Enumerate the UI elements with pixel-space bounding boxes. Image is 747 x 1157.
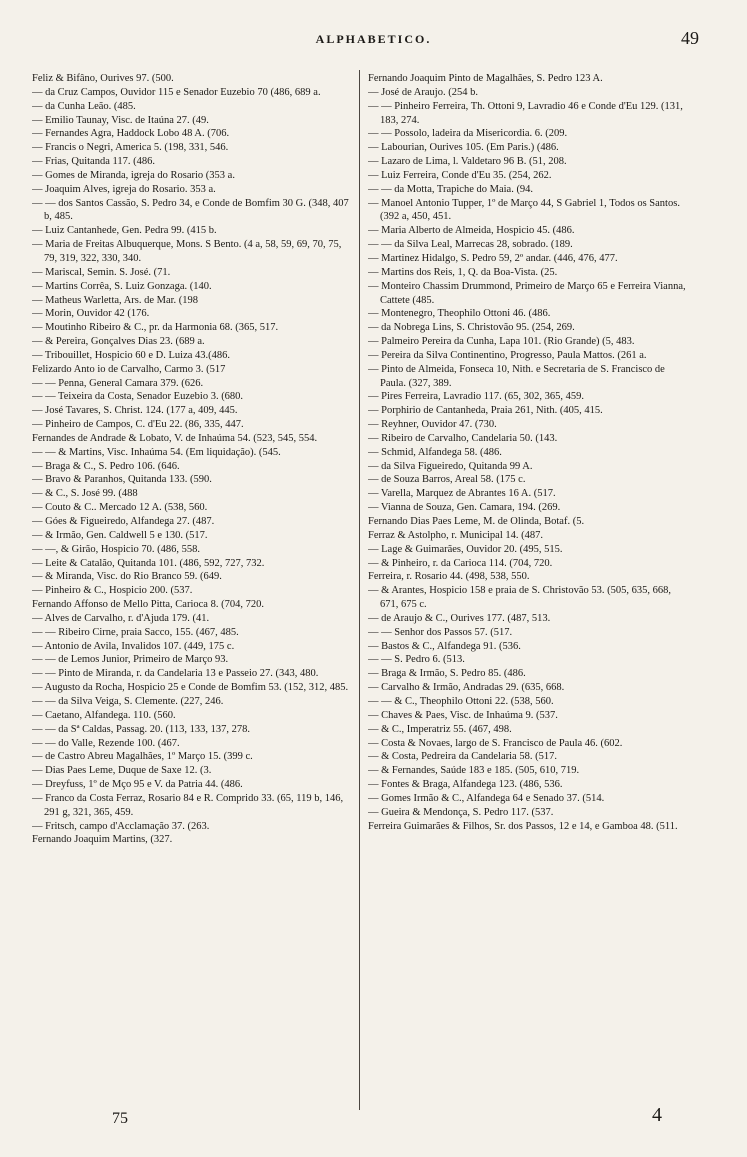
directory-entry: — da Cruz Campos, Ouvidor 115 e Senador Euzebio 70 (486, 689 a. — [32, 86, 321, 98]
directory-entry: — Maria Alberto de Almeida, Hospicio 45. (486. — [368, 225, 575, 237]
directory-entry: — da Cunha Leão. (485. — [32, 100, 136, 112]
directory-entry: — Pires Ferreira, Lavradio 117. (65, 302, 365, 459. — [368, 391, 584, 403]
directory-entry: — Mariscal, Semin. S. José. (71. — [32, 266, 171, 278]
directory-entry: — Luiz Cantanhede, Gen. Pedra 99. (415 b. — [32, 225, 217, 237]
directory-entry: — Monteiro Chassim Drummond, Primeiro de Março 65 e Ferreira Vianna, Cattete (485. — [368, 280, 686, 306]
footer-number-left: 75 — [112, 1110, 128, 1127]
directory-entry: — — Senhor dos Passos 57. (517. — [368, 626, 513, 638]
directory-entry: — Lage & Guimarães, Ouvidor 20. (495, 515. — [368, 543, 563, 555]
directory-entry: — Gueira & Mendonça, S. Pedro 117. (537. — [368, 806, 554, 818]
directory-entry: — Bastos & C., Alfandega 91. (536. — [368, 640, 521, 652]
directory-entry: — Fontes & Braga, Alfandega 123. (486, 536. — [368, 779, 563, 791]
directory-entry: — Dias Paes Leme, Duque de Saxe 12. (3. — [32, 765, 212, 777]
directory-entry: — de Souza Barros, Areal 58. (175 c. — [368, 474, 526, 486]
directory-entry: — Franco da Costa Ferraz, Rosario 84 e R. Comprido 33. (65, 119 b, 146, 291 g, 321, 365, 459. — [32, 792, 344, 818]
directory-entry: — — & C., Theophilo Ottoni 22. (538, 560. — [368, 695, 554, 707]
directory-entry: — — do Valle, Rezende 100. (467. — [32, 737, 180, 749]
directory-entry: — Martinez Hidalgo, S. Pedro 59, 2º andar. (446, 476, 477. — [368, 252, 618, 264]
directory-entry: Fernando Joaquim Martins, (327. — [32, 834, 173, 846]
directory-entry: — & Costa, Pedreira da Candelaria 58. (517. — [368, 751, 557, 763]
directory-entry: — Fernandes Agra, Haddock Lobo 48 A. (706. — [32, 128, 230, 140]
directory-entry: — Reyhner, Ouvidor 47. (730. — [368, 419, 497, 431]
directory-entry: — Costa & Novaes, largo de S. Francisco de Paula 46. (602. — [368, 737, 623, 749]
directory-entry: Ferreira Guimarães & Filhos, Sr. dos Passos, 12 e 14, e Gamboa 48. (511. — [368, 820, 678, 832]
directory-entry: — Ribeiro de Carvalho, Candelaria 50. (143. — [368, 432, 558, 444]
directory-entry: — — Teixeira da Costa, Senador Euzebio 3. (680. — [32, 391, 244, 403]
directory-entry: — Vianna de Souza, Gen. Camara, 194. (269. — [368, 502, 561, 514]
directory-entry: — Caetano, Alfandega. 110. (560. — [32, 709, 176, 721]
directory-entry: — Chaves & Paes, Visc. de Inhaúma 9. (537. — [368, 709, 558, 721]
directory-entry: — — Penna, General Camara 379. (626. — [32, 377, 204, 389]
directory-entry: — — da Silva Veiga, S. Clemente. (227, 246. — [32, 695, 224, 707]
directory-entry: — Lazaro de Lima, l. Valdetaro 96 B. (51, 208. — [368, 156, 567, 168]
directory-entry: — Leite & Catalão, Quitanda 101. (486, 592, 727, 732. — [32, 557, 265, 569]
directory-entry: Feliz & Bifâno, Ourives 97. (500. — [32, 73, 174, 84]
directory-entry: — Porphirio de Cantanheda, Praia 261, Nith. (405, 415. — [368, 405, 603, 417]
directory-entry: — de Araujo & C., Ourives 177. (487, 513. — [368, 612, 551, 624]
directory-entry: — Pinheiro de Campos, C. d'Eu 22. (86, 335, 447. — [32, 419, 244, 431]
directory-entry: — Pinheiro & C., Hospicio 200. (537. — [32, 585, 193, 597]
directory-entry: — — Ribeiro Cirne, praia Sacco, 155. (467, 485. — [32, 626, 239, 638]
directory-entry: — Pinto de Almeida, Fonseca 10, Nith. e Secretaria de S. Francisco de Paula. (327, 389. — [368, 363, 665, 389]
directory-entry: — Palmeiro Pereira da Cunha, Lapa 101. (Rio Grande) (5, 483. — [368, 336, 635, 348]
directory-entry: — Gomes Irmão & C., Alfandega 64 e Senado 37. (514. — [368, 792, 605, 804]
directory-entry: — Maria de Freitas Albuquerque, Mons. S Bento. (4 a, 58, 59, 69, 70, 75, 79, 319, 322, 330, 340. — [32, 239, 342, 264]
directory-entry: — Montenegro, Theophilo Ottoni 46. (486. — [368, 308, 551, 320]
directory-entry: — — & Martins, Visc. Inhaúma 54. (Em liquidação). (545. — [32, 446, 281, 458]
directory-entry: Fernandes de Andrade & Lobato, V. de Inhaúma 54. (523, 545, 554. — [32, 432, 318, 444]
directory-entry: — Couto & C.. Mercado 12 A. (538, 560. — [32, 502, 208, 514]
directory-entry: — Manoel Antonio Tupper, 1º de Março 44, S Gabriel 1, Todos os Santos. (392 a, 450, 451. — [368, 197, 680, 223]
directory-entry: — de Castro Abreu Magalhães, 1º Março 15. (399 c. — [32, 751, 253, 763]
directory-entry: — Schmid, Alfandega 58. (486. — [368, 446, 502, 458]
directory-entry: — & Fernandes, Saúde 183 e 185. (505, 610, 719. — [368, 765, 580, 777]
directory-entry: Ferreira, r. Rosario 44. (498, 538, 550. — [368, 571, 530, 583]
directory-entry: — — S. Pedro 6. (513. — [368, 654, 465, 666]
directory-entry: Fernando Dias Paes Leme, M. de Olinda, Botaf. (5. — [368, 516, 585, 527]
directory-entry: — & Arantes, Hospicio 158 e praia de S. Christovão 53. (505, 635, 668, 671, 675 c. — [368, 585, 672, 611]
left-column — [32, 72, 350, 847]
page-header-title: ALPHABETICO. — [315, 32, 432, 46]
directory-entry: — Emilio Taunay, Visc. de Itaúna 27. (49. — [32, 114, 209, 126]
directory-entry: — —, & Girão, Hospicio 70. (486, 558. — [32, 543, 200, 555]
footer-mark-right: 4 — [652, 1104, 662, 1126]
directory-entry: — da Nobrega Lins, S. Christovão 95. (254, 269. — [368, 322, 575, 334]
column-divider — [359, 70, 360, 1110]
directory-entry: — Morin, Ouvidor 42 (176. — [32, 308, 150, 320]
directory-entry: — — da Motta, Trapiche do Maia. (94. — [368, 183, 534, 195]
directory-entry: — Braga & C., S. Pedro 106. (646. — [32, 460, 180, 472]
directory-entry: — & Pereira, Gonçalves Dias 23. (689 a. — [32, 336, 205, 348]
directory-entry: — Augusto da Rocha, Hospicio 25 e Conde de Bomfim 53. (152, 312, 485. — [32, 682, 349, 694]
directory-entry: — Joaquim Alves, igreja do Rosario. 353 a. — [32, 183, 216, 195]
directory-entry: — Martins dos Reis, 1, Q. da Boa-Vista. (25. — [368, 266, 558, 278]
directory-entry: — Francis o Negri, America 5. (198, 331, 546. — [32, 142, 229, 154]
directory-entry: — Tribouillet, Hospicio 60 e D. Luiza 43.(486. — [32, 349, 231, 361]
directory-entry: — & Irmão, Gen. Caldwell 5 e 130. (517. — [32, 529, 208, 541]
page-number: 49 — [681, 28, 699, 48]
directory-entry: Ferraz & Astolpho, r. Municipal 14. (487. — [368, 529, 543, 541]
directory-entry: — Frias, Quitanda 117. (486. — [32, 156, 155, 168]
directory-entry: — Alves de Carvalho, r. d'Ajuda 179. (41. — [32, 612, 210, 624]
directory-entry: — & Miranda, Visc. do Rio Branco 59. (649. — [32, 571, 222, 583]
directory-entry: — & C., Imperatriz 55. (467, 498. — [368, 723, 512, 735]
directory-entry: — José de Araujo. (254 b. — [368, 86, 478, 98]
directory-entry: — — da Silva Leal, Marrecas 28, sobrado. (189. — [368, 239, 573, 251]
directory-entry: — & Pinheiro, r. da Carioca 114. (704, 720. — [368, 557, 553, 569]
directory-entry: — Labourian, Ourives 105. (Em Paris.) (486. — [368, 142, 559, 154]
directory-entry: — Martins Corrêa, S. Luiz Gonzaga. (140. — [32, 280, 212, 292]
right-column — [368, 72, 686, 833]
directory-entry: — José Tavares, S. Christ. 124. (177 a, 409, 445. — [32, 405, 238, 417]
directory-entry: — Gomes de Miranda, igreja do Rosario (353 a. — [32, 169, 235, 181]
directory-entry: — Dreyfuss, 1º de Mço 95 e V. da Patria 44. (486. — [32, 779, 243, 791]
directory-entry: — Góes & Figueiredo, Alfandega 27. (487. — [32, 516, 215, 527]
directory-entry: — Fritsch, campo d'Acclamação 37. (263. — [32, 820, 210, 832]
directory-entry: — Braga & Irmão, S. Pedro 85. (486. — [368, 668, 526, 680]
directory-entry: — Carvalho & Irmão, Andradas 29. (635, 668. — [368, 682, 565, 694]
directory-entry: Felizardo Anto io de Carvalho, Carmo 3. (517 — [32, 363, 226, 375]
directory-entry: Fernando Affonso de Mello Pitta, Carioca 8. (704, 720. — [32, 599, 264, 611]
directory-entry: — — Pinheiro Ferreira, Th. Ottoni 9, Lavradio 46 e Conde d'Eu 129. (131, 183, 274. — [368, 100, 683, 126]
directory-entry: — Matheus Warletta, Ars. de Mar. (198 — [32, 294, 199, 306]
directory-entry: — Antonio de Avila, Invalidos 107. (449, 175 c. — [32, 640, 235, 652]
directory-entry: — Bravo & Paranhos, Quitanda 133. (590. — [32, 474, 212, 486]
directory-entry: — — Possolo, ladeira da Misericordia. 6. (209. — [368, 128, 568, 140]
directory-entry: — Moutinho Ribeiro & C., pr. da Harmonia 68. (365, 517. — [32, 322, 279, 334]
directory-entry: — — Pinto de Miranda, r. da Candelaria 13 e Passeio 27. (343, 480. — [32, 668, 319, 680]
directory-entry: — Pereira da Silva Continentino, Progresso, Paula Mattos. (261 a. — [368, 349, 647, 361]
directory-entry: — — dos Santos Cassão, S. Pedro 34, e Conde de Bomfim 30 G. (348, 407 b, 485. — [32, 197, 349, 223]
directory-entry: — — de Lemos Junior, Primeiro de Março 93. — [32, 654, 229, 666]
directory-entry: — — da Sª Caldas, Passag. 20. (113, 133, 137, 278. — [32, 723, 251, 735]
directory-entry: — Luiz Ferreira, Conde d'Eu 35. (254, 262. — [368, 169, 552, 181]
directory-entry: — & C., S. José 99. (488 — [32, 488, 138, 500]
directory-entry: Fernando Joaquim Pinto de Magalhães, S. Pedro 123 A. — [368, 73, 603, 84]
directory-entry: — Varella, Marquez de Abrantes 16 A. (517. — [368, 488, 556, 500]
directory-entry: — da Silva Figueiredo, Quitanda 99 A. — [368, 460, 533, 472]
